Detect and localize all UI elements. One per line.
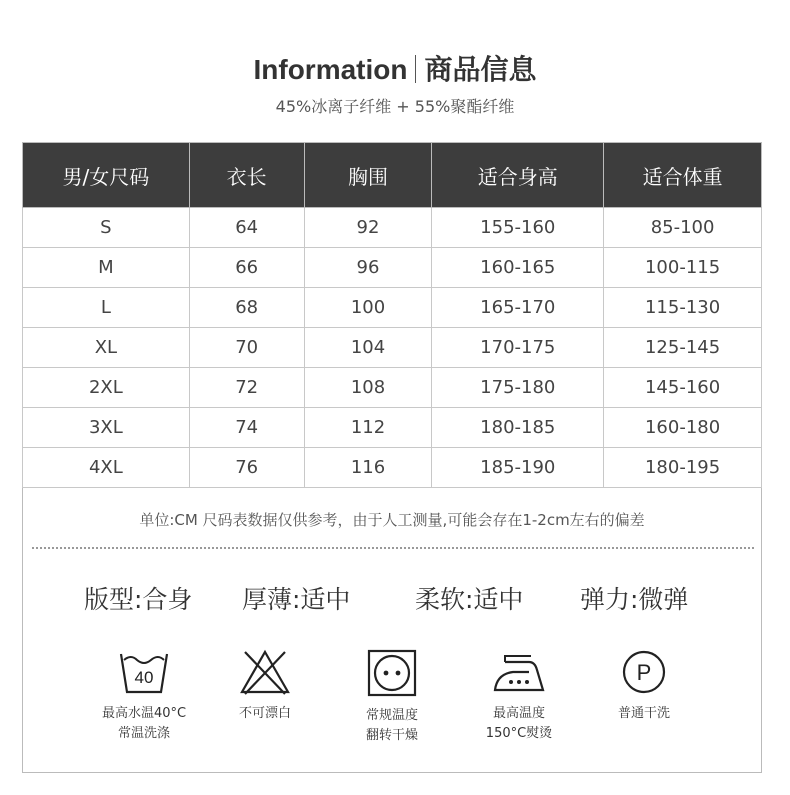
size-chart-table — [22, 142, 762, 488]
iron-icon — [491, 648, 547, 696]
title-cn: 商品信息 — [424, 53, 537, 86]
care-label: 最高温度 — [492, 706, 545, 721]
title-en: Information — [253, 54, 408, 85]
table-cell: 85-100 — [604, 208, 762, 248]
table-cell: 175-180 — [432, 368, 604, 408]
table-cell: S — [23, 208, 190, 248]
table-cell: 66 — [189, 248, 304, 288]
column-header: 衣长 — [189, 143, 304, 208]
care-label: 最高水温40°C — [101, 706, 187, 721]
table-cell: 108 — [304, 368, 432, 408]
table-row — [23, 288, 762, 328]
table-cell: 116 — [304, 448, 432, 488]
care-label: 150°C熨烫 — [485, 726, 553, 741]
attr-thickness: 厚薄:适中 — [242, 585, 351, 614]
table-cell: 170-175 — [432, 328, 604, 368]
column-header: 男/女尺码 — [23, 143, 190, 208]
care-label: 翻转干燥 — [365, 728, 418, 743]
care-label: 普通干洗 — [617, 706, 670, 721]
table-row — [23, 408, 762, 448]
table-cell: 125-145 — [604, 328, 762, 368]
care-label: 不可漂白 — [238, 706, 291, 721]
table-cell: 160-165 — [432, 248, 604, 288]
table-row — [23, 328, 762, 368]
care-item-iron — [459, 648, 579, 744]
column-header: 适合身高 — [432, 143, 604, 208]
table-cell: 3XL — [23, 408, 190, 448]
dry-clean-p-icon — [618, 648, 670, 696]
table-cell: 112 — [304, 408, 432, 448]
wash-40-icon — [118, 648, 170, 696]
material-composition: 45%冰离子纤维 + 55%聚酯纤维 — [275, 97, 515, 116]
table-row — [23, 248, 762, 288]
table-cell: 155-160 — [432, 208, 604, 248]
table-cell: 100 — [304, 288, 432, 328]
table-row — [23, 448, 762, 488]
svg-text:P: P — [636, 660, 652, 685]
table-cell: 74 — [189, 408, 304, 448]
table-cell: M — [23, 248, 190, 288]
table-cell: 185-190 — [432, 448, 604, 488]
table-cell: 96 — [304, 248, 432, 288]
table-cell: 180-195 — [604, 448, 762, 488]
column-header: 适合体重 — [604, 143, 762, 208]
table-cell: 115-130 — [604, 288, 762, 328]
table-cell: 72 — [189, 368, 304, 408]
table-cell: L — [23, 288, 190, 328]
table-cell: 100-115 — [604, 248, 762, 288]
table-cell: 68 — [189, 288, 304, 328]
tumble-dry-icon — [366, 648, 418, 698]
table-row — [23, 208, 762, 248]
table-row — [23, 368, 762, 408]
no-bleach-icon — [239, 648, 291, 696]
table-cell: 180-185 — [432, 408, 604, 448]
care-item-dryclean — [584, 648, 704, 724]
title-divider — [415, 55, 416, 83]
fabric-attributes — [0, 580, 790, 616]
table-header-row — [23, 143, 762, 208]
table-cell: 165-170 — [432, 288, 604, 328]
attr-fit: 版型:合身 — [84, 585, 193, 614]
table-cell: 92 — [304, 208, 432, 248]
table-cell: 2XL — [23, 368, 190, 408]
page-title — [0, 48, 790, 88]
care-item-wash — [84, 648, 204, 744]
table-cell: 145-160 — [604, 368, 762, 408]
care-item-bleach — [205, 648, 325, 724]
attr-elasticity: 弹力:微弹 — [580, 585, 689, 614]
care-label: 常温洗涤 — [117, 726, 170, 741]
svg-text:40: 40 — [134, 668, 154, 687]
column-header: 胸围 — [304, 143, 432, 208]
table-cell: 4XL — [23, 448, 190, 488]
measurement-note: 单位:CM 尺码表数据仅供参考，由于人工测量,可能会存在1-2cm左右的偏差 — [139, 511, 645, 529]
care-item-dry — [332, 648, 452, 746]
attr-softness: 柔软:适中 — [415, 585, 524, 614]
table-cell: 160-180 — [604, 408, 762, 448]
table-cell: 64 — [189, 208, 304, 248]
table-cell: 70 — [189, 328, 304, 368]
table-cell: XL — [23, 328, 190, 368]
dotted-divider — [32, 547, 754, 549]
table-cell: 104 — [304, 328, 432, 368]
table-cell: 76 — [189, 448, 304, 488]
care-label: 常规温度 — [365, 708, 418, 723]
